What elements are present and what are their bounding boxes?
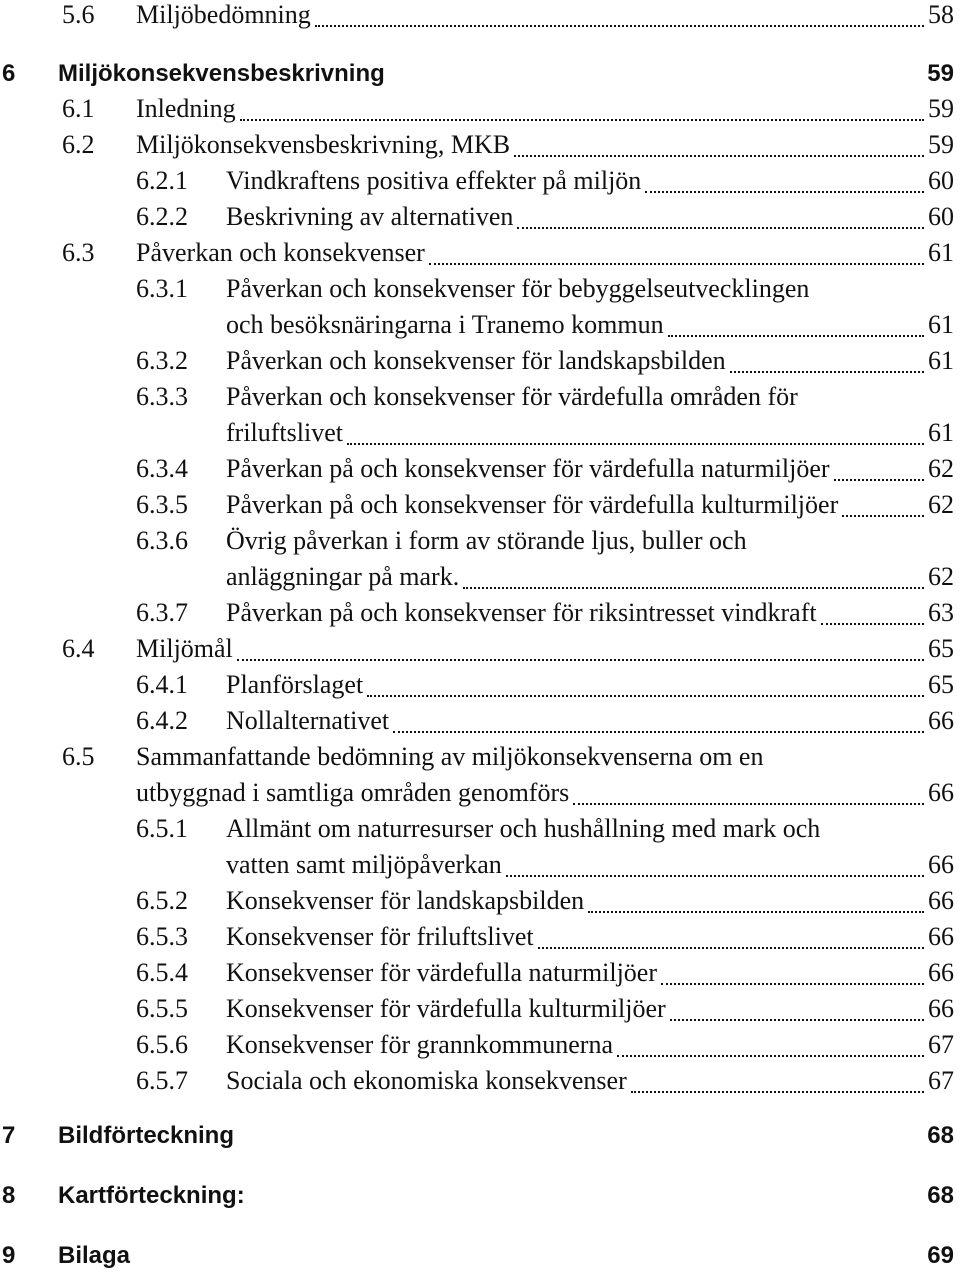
toc-entry[interactable] (0, 634, 960, 668)
toc-entry-number: 6 (2, 60, 16, 87)
toc-entry[interactable] (0, 886, 960, 920)
toc-entry-page: 65 (928, 670, 954, 699)
toc-entry-number: 6.5.3 (136, 922, 188, 951)
toc-entry[interactable] (0, 670, 960, 704)
toc-entry[interactable] (0, 814, 960, 848)
toc-leader-dots (645, 191, 924, 193)
toc-leader-dots (463, 587, 924, 589)
toc-entry-continuation[interactable] (0, 850, 960, 884)
toc-entry-title: Miljökonsekvensbeskrivning (58, 60, 385, 87)
toc-entry-title: Konsekvenser för värdefulla naturmiljöer (226, 958, 658, 987)
toc-entry-number: 6.5.7 (136, 1066, 188, 1095)
toc-entry[interactable] (0, 202, 960, 236)
toc-entry-page: 59 (927, 60, 954, 87)
toc-entry[interactable] (0, 238, 960, 272)
toc-entry-title: utbyggnad i samtliga områden genomförs (136, 778, 570, 807)
toc-entry[interactable] (0, 1030, 960, 1064)
toc-entry-title: Påverkan på och konsekvenser för värdefulla naturmiljöer (226, 454, 830, 483)
toc-entry-title: Sociala och ekonomiska konsekvenser (226, 1066, 627, 1095)
toc-entry-title: Påverkan och konsekvenser (136, 238, 425, 267)
toc-entry-page: 62 (928, 454, 954, 483)
toc-entry-number: 6.5.5 (136, 994, 188, 1023)
toc-entry-title: Bilaga (58, 1242, 131, 1269)
toc-entry-title: Inledning (136, 94, 236, 123)
toc-entry-title: Påverkan och konsekvenser för landskapsbilden (226, 346, 726, 375)
toc-entry-number: 6.3.4 (136, 454, 188, 483)
toc-leader-dots (617, 1055, 924, 1057)
toc-entry-title: Miljöbedömning (136, 0, 311, 29)
toc-entry-number: 6.4 (62, 634, 95, 663)
toc-entry[interactable] (0, 454, 960, 488)
toc-leader-dots (661, 983, 924, 985)
toc-entry-page: 61 (928, 310, 954, 339)
toc-entry-number: 6.5.6 (136, 1030, 188, 1059)
toc-entry-page: 67 (928, 1066, 954, 1095)
toc-entry-title: Påverkan och konsekvenser för bebyggelseutvecklingen (226, 274, 810, 303)
toc-entry[interactable] (0, 1242, 960, 1272)
toc-entry-number: 6.2.1 (136, 166, 188, 195)
toc-entry[interactable] (0, 598, 960, 632)
toc-entry-number: 6.3 (62, 238, 95, 267)
toc-entry-page: 67 (928, 1030, 954, 1059)
toc-entry-number: 6.2.2 (136, 202, 188, 231)
toc-entry-page: 66 (928, 922, 954, 951)
toc-entry-page: 60 (928, 166, 954, 195)
toc-entry-number: 6.4.2 (136, 706, 188, 735)
toc-entry-title: Nollalternativet (226, 706, 390, 735)
toc-entry-number: 8 (2, 1182, 16, 1209)
toc-entry[interactable] (0, 742, 960, 776)
toc-entry-page: 66 (928, 778, 954, 807)
toc-entry[interactable] (0, 490, 960, 524)
toc-entry-page: 68 (927, 1182, 954, 1209)
toc-leader-dots (429, 263, 924, 265)
toc-entry-number: 6.3.1 (136, 274, 188, 303)
toc-entry-page: 66 (928, 850, 954, 879)
toc-leader-dots (834, 479, 924, 481)
toc-entry-title: Konsekvenser för friluftslivet (226, 922, 534, 951)
toc-entry-title: Konsekvenser för landskapsbilden (226, 886, 585, 915)
toc-leader-dots (573, 803, 924, 805)
toc-leader-dots (538, 947, 924, 949)
toc-leader-dots (588, 911, 924, 913)
toc-entry-title: Miljökonsekvensbeskrivning, MKB (136, 130, 511, 159)
toc-entry-page: 69 (927, 1242, 954, 1269)
toc-entry-title: Påverkan på och konsekvenser för riksintresset vindkraft (226, 598, 817, 627)
toc-entry-page: 58 (928, 0, 954, 29)
toc-leader-dots (821, 623, 924, 625)
toc-entry-number: 6.5 (62, 742, 95, 771)
toc-entry[interactable] (0, 526, 960, 560)
toc-entry-number: 6.3.7 (136, 598, 188, 627)
toc-entry-number: 6.3.6 (136, 526, 188, 555)
toc-entry-number: 6.5.4 (136, 958, 188, 987)
toc-entry-title: Beskrivning av alternativen (226, 202, 514, 231)
toc-entry-title: Planförslaget (226, 670, 364, 699)
toc-entry-number: 5.6 (62, 0, 95, 29)
toc-entry-title: Konsekvenser för värdefulla kulturmiljöer (226, 994, 666, 1023)
toc-entry-title: Övrig påverkan i form av störande ljus, buller och (226, 526, 747, 555)
toc-entry-continuation[interactable] (0, 778, 960, 812)
toc-entry[interactable] (0, 0, 960, 34)
toc-entry-page: 61 (928, 238, 954, 267)
toc-entry-number: 6.2 (62, 130, 95, 159)
toc-entry-title: Vindkraftens positiva effekter på miljön (226, 166, 642, 195)
toc-leader-dots (393, 731, 924, 733)
toc-entry-page: 59 (928, 94, 954, 123)
toc-entry[interactable] (0, 958, 960, 992)
toc-entry[interactable] (0, 382, 960, 416)
toc-leader-dots (631, 1091, 924, 1093)
toc-leader-dots (506, 875, 924, 877)
toc-entry-page: 65 (928, 634, 954, 663)
toc-entry-title: anläggningar på mark. (226, 562, 460, 591)
toc-entry-continuation[interactable] (0, 418, 960, 452)
toc-entry-title: Påverkan på och konsekvenser för värdefulla kulturmiljöer (226, 490, 839, 519)
toc-entry-number: 6.3.5 (136, 490, 188, 519)
toc-leader-dots (670, 1019, 924, 1021)
toc-entry[interactable] (0, 1122, 960, 1152)
toc-entry-number: 9 (2, 1242, 16, 1269)
toc-entry-continuation[interactable] (0, 310, 960, 344)
toc-leader-dots (668, 335, 924, 337)
toc-leader-dots (514, 155, 924, 157)
toc-entry-title: friluftslivet (226, 418, 343, 447)
toc-entry[interactable] (0, 346, 960, 380)
toc-entry-page: 68 (927, 1122, 954, 1149)
toc-entry[interactable] (0, 60, 960, 90)
toc-entry-number: 6.5.2 (136, 886, 188, 915)
toc-entry-page: 61 (928, 418, 954, 447)
toc-entry-page: 66 (928, 706, 954, 735)
toc-leader-dots (367, 695, 924, 697)
toc-entry-title: Påverkan och konsekvenser för värdefulla områden för (226, 382, 798, 411)
toc-entry-page: 60 (928, 202, 954, 231)
toc-entry-number: 6.3.3 (136, 382, 188, 411)
toc-entry-title: vatten samt miljöpåverkan (226, 850, 502, 879)
toc-entry[interactable] (0, 994, 960, 1028)
toc-entry[interactable] (0, 922, 960, 956)
toc-entry-title: Kartförteckning: (58, 1182, 245, 1209)
toc-entry-page: 66 (928, 958, 954, 987)
toc-entry-number: 6.5.1 (136, 814, 188, 843)
toc-entry[interactable] (0, 1182, 960, 1212)
toc-entry-title: Sammanfattande bedömning av miljökonsekvenserna om en (136, 742, 764, 771)
toc-entry-title: Konsekvenser för grannkommunerna (226, 1030, 613, 1059)
toc-leader-dots (517, 227, 924, 229)
toc-entry[interactable] (0, 94, 960, 128)
toc-leader-dots (240, 119, 924, 121)
toc-entry[interactable] (0, 706, 960, 740)
toc-entry-page: 59 (928, 130, 954, 159)
toc-entry[interactable] (0, 274, 960, 308)
toc-leader-dots (237, 659, 924, 661)
toc-entry-page: 62 (928, 562, 954, 591)
toc-entry-continuation[interactable] (0, 562, 960, 596)
toc-leader-dots (730, 371, 924, 373)
toc-entry[interactable] (0, 166, 960, 200)
toc-entry-title: Miljömål (136, 634, 233, 663)
toc-leader-dots (842, 515, 924, 517)
toc-entry[interactable] (0, 1066, 960, 1100)
toc-entry-number: 6.1 (62, 94, 95, 123)
toc-leader-dots (347, 443, 924, 445)
toc-entry-number: 6.4.1 (136, 670, 188, 699)
toc-entry-page: 62 (928, 490, 954, 519)
toc-entry-title: Allmänt om naturresurser och hushållning med mark och (226, 814, 821, 843)
toc-entry-title: Bildförteckning (58, 1122, 235, 1149)
toc-entry-page: 66 (928, 886, 954, 915)
toc-entry-number: 7 (2, 1122, 16, 1149)
toc-entry[interactable] (0, 130, 960, 164)
toc-entry-title: och besöksnäringarna i Tranemo kommun (226, 310, 664, 339)
toc-leader-dots (315, 25, 924, 27)
toc-entry-page: 66 (928, 994, 954, 1023)
toc-entry-page: 63 (928, 598, 954, 627)
toc-entry-page: 61 (928, 346, 954, 375)
toc-entry-number: 6.3.2 (136, 346, 188, 375)
